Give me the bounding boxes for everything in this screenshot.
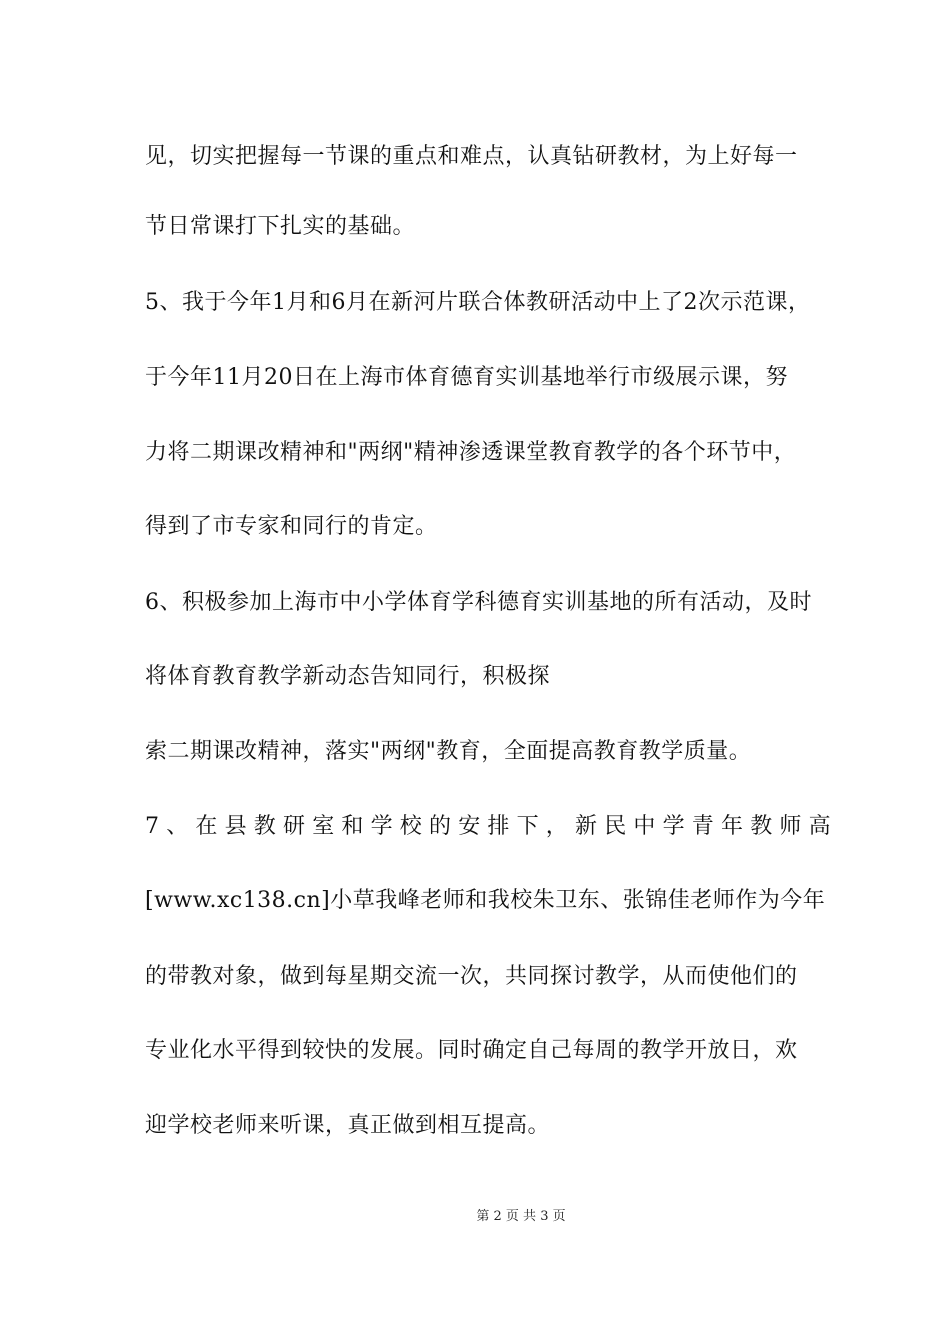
text-line-11: [www.xc138.cn]小草我峰老师和我校朱卫东、张锦佳老师作为今年	[145, 888, 826, 913]
page-footer	[0, 1208, 950, 1226]
text-line-12: 的带教对象，做到每星期交流一次，共同探讨教学，从而使他们的	[145, 964, 798, 989]
text-line-14: 迎学校老师来听课，真正做到相互提高。	[145, 1113, 551, 1138]
text-line-9: 索二期课改精神，落实"两纲"教育，全面提高教育教学质量。	[145, 739, 752, 764]
page-number-label: 第 2 页 共 3 页	[476, 1209, 566, 1224]
text-line-10: 7、在县教研室和学校的安排下，新民中学青年教师高	[145, 814, 838, 839]
text-line-3: 5、我于今年1月和6月在新河片联合体教研活动中上了2次示范课，	[145, 290, 811, 315]
text-line-7: 6、积极参加上海市中小学体育学科德育实训基地的所有活动，及时	[145, 590, 812, 615]
text-line-2: 节日常课打下扎实的基础。	[145, 214, 416, 239]
text-line-5: 力将二期课改精神和"两纲"精神渗透课堂教育教学的各个环节中，	[145, 440, 797, 465]
text-line-13: 专业化水平得到较快的发展。同时确定自己每周的教学开放日，欢	[145, 1038, 798, 1063]
text-line-1: 见，切实把握每一节课的重点和难点，认真钻研教材，为上好每一	[145, 144, 798, 169]
text-line-4: 于今年11月20日在上海市体育德育实训基地举行市级展示课，努	[145, 365, 788, 390]
text-line-6: 得到了市专家和同行的肯定。	[145, 514, 438, 539]
text-line-8: 将体育教育教学新动态告知同行，积极探	[145, 664, 551, 689]
